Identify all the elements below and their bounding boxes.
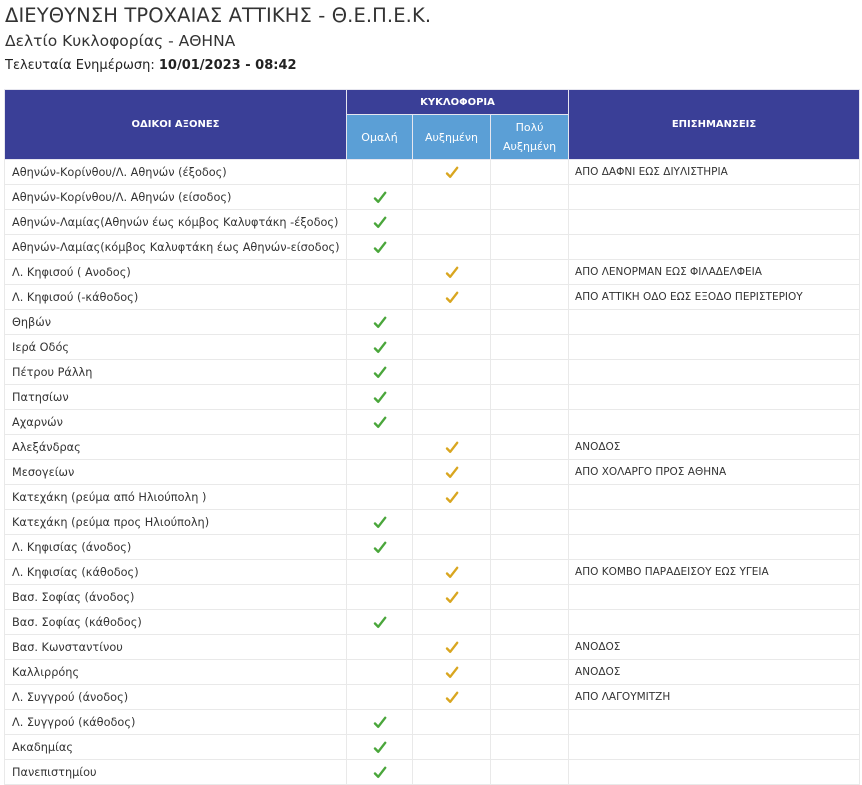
note	[569, 510, 860, 535]
road-name: Αθηνών-Κορίνθου/Λ. Αθηνών (έξοδος)	[5, 160, 347, 185]
checkmark-icon	[373, 366, 387, 379]
table-row	[5, 660, 860, 685]
road-name: Κατεχάκη (ρεύμα προς Ηλιούπολη)	[5, 510, 347, 535]
table-row	[5, 460, 860, 485]
status-cell-increased	[413, 235, 491, 260]
status-cell-increased	[413, 635, 491, 660]
status-cell-normal	[347, 435, 413, 460]
status-cell-normal	[347, 760, 413, 785]
status-cell-increased	[413, 735, 491, 760]
note: ΑΝΟΔΟΣ	[569, 435, 860, 460]
note	[569, 185, 860, 210]
status-cell-normal	[347, 160, 413, 185]
checkmark-icon	[445, 291, 459, 304]
status-cell-very-increased	[491, 535, 569, 560]
road-name: Αθηνών-Κορίνθου/Λ. Αθηνών (είσοδος)	[5, 185, 347, 210]
checkmark-icon	[445, 691, 459, 704]
checkmark-icon	[373, 241, 387, 254]
road-name: Λ. Συγγρού (κάθοδος)	[5, 710, 347, 735]
status-cell-normal	[347, 210, 413, 235]
note	[569, 735, 860, 760]
status-cell-normal	[347, 635, 413, 660]
status-cell-very-increased	[491, 235, 569, 260]
checkmark-icon	[373, 716, 387, 729]
note	[569, 310, 860, 335]
road-name: Ιερά Οδός	[5, 335, 347, 360]
status-cell-very-increased	[491, 510, 569, 535]
status-cell-very-increased	[491, 335, 569, 360]
table-row	[5, 710, 860, 735]
status-cell-very-increased	[491, 610, 569, 635]
note	[569, 585, 860, 610]
status-cell-normal	[347, 410, 413, 435]
status-cell-very-increased	[491, 660, 569, 685]
road-name: Βασ. Σοφίας (κάθοδος)	[5, 610, 347, 635]
status-cell-increased	[413, 210, 491, 235]
note: ΑΝΟΔΟΣ	[569, 660, 860, 685]
table-row	[5, 260, 860, 285]
status-cell-increased	[413, 485, 491, 510]
last-update-value: 10/01/2023 - 08:42	[158, 58, 297, 73]
header-increased: Αυξημένη	[413, 115, 491, 160]
note	[569, 485, 860, 510]
status-cell-increased	[413, 410, 491, 435]
status-cell-increased	[413, 460, 491, 485]
checkmark-icon	[373, 516, 387, 529]
status-cell-increased	[413, 535, 491, 560]
status-cell-very-increased	[491, 435, 569, 460]
status-cell-very-increased	[491, 585, 569, 610]
checkmark-icon	[373, 391, 387, 404]
status-cell-normal	[347, 185, 413, 210]
status-cell-very-increased	[491, 160, 569, 185]
status-cell-increased	[413, 560, 491, 585]
status-cell-increased	[413, 185, 491, 210]
road-name: Λ. Συγγρού (άνοδος)	[5, 685, 347, 710]
status-cell-increased	[413, 585, 491, 610]
status-cell-increased	[413, 360, 491, 385]
status-cell-very-increased	[491, 735, 569, 760]
road-name: Πανεπιστημίου	[5, 760, 347, 785]
checkmark-icon	[373, 541, 387, 554]
checkmark-icon	[373, 616, 387, 629]
road-name: Πέτρου Ράλλη	[5, 360, 347, 385]
status-cell-very-increased	[491, 710, 569, 735]
status-cell-normal	[347, 560, 413, 585]
note	[569, 210, 860, 235]
checkmark-icon	[445, 441, 459, 454]
road-name: Βασ. Κωνσταντίνου	[5, 635, 347, 660]
road-name: Θηβών	[5, 310, 347, 335]
status-cell-increased	[413, 510, 491, 535]
status-cell-increased	[413, 260, 491, 285]
status-cell-increased	[413, 660, 491, 685]
status-cell-very-increased	[491, 635, 569, 660]
status-cell-normal	[347, 660, 413, 685]
status-cell-normal	[347, 360, 413, 385]
road-name: Αθηνών-Λαμίας(κόμβος Καλυφτάκη έως Αθηνών-είσοδος)	[5, 235, 347, 260]
status-cell-increased	[413, 285, 491, 310]
status-cell-very-increased	[491, 285, 569, 310]
table-row	[5, 635, 860, 660]
header-very-increased: Πολύ Αυξημένη	[491, 115, 569, 160]
note	[569, 360, 860, 385]
status-cell-normal	[347, 460, 413, 485]
checkmark-icon	[445, 591, 459, 604]
table-row	[5, 335, 860, 360]
note	[569, 335, 860, 360]
checkmark-icon	[373, 216, 387, 229]
checkmark-icon	[373, 766, 387, 779]
road-name: Καλλιρρόης	[5, 660, 347, 685]
status-cell-very-increased	[491, 360, 569, 385]
status-cell-increased	[413, 610, 491, 635]
status-cell-normal	[347, 735, 413, 760]
status-cell-increased	[413, 710, 491, 735]
status-cell-very-increased	[491, 760, 569, 785]
checkmark-icon	[373, 341, 387, 354]
checkmark-icon	[373, 191, 387, 204]
status-cell-very-increased	[491, 560, 569, 585]
header-roads: ΟΔΙΚΟΙ ΑΞΟΝΕΣ	[5, 90, 347, 160]
status-cell-very-increased	[491, 385, 569, 410]
status-cell-very-increased	[491, 685, 569, 710]
table-row	[5, 610, 860, 635]
note: ΑΠΟ ΛΑΓΟΥΜΙΤΖΗ	[569, 685, 860, 710]
table-row	[5, 510, 860, 535]
road-name: Ακαδημίας	[5, 735, 347, 760]
status-cell-normal	[347, 585, 413, 610]
road-name: Αθηνών-Λαμίας(Αθηνών έως κόμβος Καλυφτάκη -έξοδος)	[5, 210, 347, 235]
table-row	[5, 185, 860, 210]
status-cell-very-increased	[491, 210, 569, 235]
status-cell-very-increased	[491, 485, 569, 510]
road-name: Λ. Κηφισού (-κάθοδος)	[5, 285, 347, 310]
checkmark-icon	[445, 666, 459, 679]
status-cell-very-increased	[491, 460, 569, 485]
status-cell-increased	[413, 310, 491, 335]
table-row	[5, 410, 860, 435]
checkmark-icon	[445, 566, 459, 579]
table-row	[5, 235, 860, 260]
status-cell-normal	[347, 260, 413, 285]
status-cell-increased	[413, 335, 491, 360]
status-cell-normal	[347, 385, 413, 410]
road-name: Κατεχάκη (ρεύμα από Ηλιούπολη )	[5, 485, 347, 510]
status-cell-normal	[347, 710, 413, 735]
note: ΑΠΟ ΧΟΛΑΡΓΟ ΠΡΟΣ ΑΘΗΝΑ	[569, 460, 860, 485]
status-cell-normal	[347, 310, 413, 335]
status-cell-normal	[347, 510, 413, 535]
status-cell-increased	[413, 435, 491, 460]
note: ΑΠΟ ΑΤΤΙΚΗ ΟΔΟ ΕΩΣ ΕΞΟΔΟ ΠΕΡΙΣΤΕΡΙΟΥ	[569, 285, 860, 310]
traffic-rows	[5, 160, 860, 785]
road-name: Μεσογείων	[5, 460, 347, 485]
status-cell-very-increased	[491, 310, 569, 335]
header-notes: ΕΠΙΣΗΜΑΝΣΕΙΣ	[569, 90, 860, 160]
status-cell-normal	[347, 285, 413, 310]
status-cell-increased	[413, 385, 491, 410]
note: ΑΠΟ ΛΕΝΟΡΜΑΝ ΕΩΣ ΦΙΛΑΔΕΛΦΕΙΑ	[569, 260, 860, 285]
status-cell-very-increased	[491, 185, 569, 210]
table-row	[5, 685, 860, 710]
checkmark-icon	[445, 466, 459, 479]
road-name: Πατησίων	[5, 385, 347, 410]
status-cell-increased	[413, 685, 491, 710]
status-cell-normal	[347, 235, 413, 260]
status-cell-normal	[347, 335, 413, 360]
last-update	[5, 58, 297, 73]
note: ΑΝΟΔΟΣ	[569, 635, 860, 660]
checkmark-icon	[373, 416, 387, 429]
status-cell-very-increased	[491, 260, 569, 285]
table-row	[5, 435, 860, 460]
note	[569, 710, 860, 735]
page-title: ΔΙΕΥΘΥΝΣΗ ΤΡΟΧΑΙΑΣ ΑΤΤΙΚΗΣ - Θ.Ε.Π.Ε.Κ.	[5, 4, 432, 27]
note: ΑΠΟ ΔΑΦΝΙ ΕΩΣ ΔΙΥΛΙΣΤΗΡΙΑ	[569, 160, 860, 185]
road-name: Λ. Κηφισίας (άνοδος)	[5, 535, 347, 560]
note	[569, 410, 860, 435]
status-cell-increased	[413, 160, 491, 185]
road-name: Λ. Κηφισίας (κάθοδος)	[5, 560, 347, 585]
table-row	[5, 760, 860, 785]
table-row	[5, 310, 860, 335]
checkmark-icon	[445, 166, 459, 179]
note: ΑΠΟ ΚΟΜΒΟ ΠΑΡΑΔΕΙΣΟΥ ΕΩΣ ΥΓΕΙΑ	[569, 560, 860, 585]
status-cell-normal	[347, 485, 413, 510]
status-cell-increased	[413, 760, 491, 785]
road-name: Βασ. Σοφίας (άνοδος)	[5, 585, 347, 610]
checkmark-icon	[445, 266, 459, 279]
header-traffic: ΚΥΚΛΟΦΟΡΙΑ	[347, 90, 569, 115]
table-row	[5, 210, 860, 235]
table-row	[5, 735, 860, 760]
checkmark-icon	[373, 741, 387, 754]
checkmark-icon	[445, 641, 459, 654]
status-cell-normal	[347, 685, 413, 710]
table-row	[5, 585, 860, 610]
note	[569, 760, 860, 785]
status-cell-normal	[347, 610, 413, 635]
road-name: Αλεξάνδρας	[5, 435, 347, 460]
status-cell-very-increased	[491, 410, 569, 435]
traffic-table	[4, 89, 860, 785]
note	[569, 235, 860, 260]
table-row	[5, 485, 860, 510]
table-row	[5, 360, 860, 385]
checkmark-icon	[373, 316, 387, 329]
header-normal: Ομαλή	[347, 115, 413, 160]
table-row	[5, 535, 860, 560]
table-row	[5, 160, 860, 185]
table-row	[5, 385, 860, 410]
last-update-label: Τελευταία Ενημέρωση:	[5, 58, 155, 73]
note	[569, 610, 860, 635]
note	[569, 535, 860, 560]
road-name: Αχαρνών	[5, 410, 347, 435]
checkmark-icon	[445, 491, 459, 504]
table-row	[5, 285, 860, 310]
road-name: Λ. Κηφισού ( Ανοδος)	[5, 260, 347, 285]
table-row	[5, 560, 860, 585]
note	[569, 385, 860, 410]
page-subtitle: Δελτίο Κυκλοφορίας - ΑΘΗΝΑ	[5, 32, 236, 50]
status-cell-normal	[347, 535, 413, 560]
